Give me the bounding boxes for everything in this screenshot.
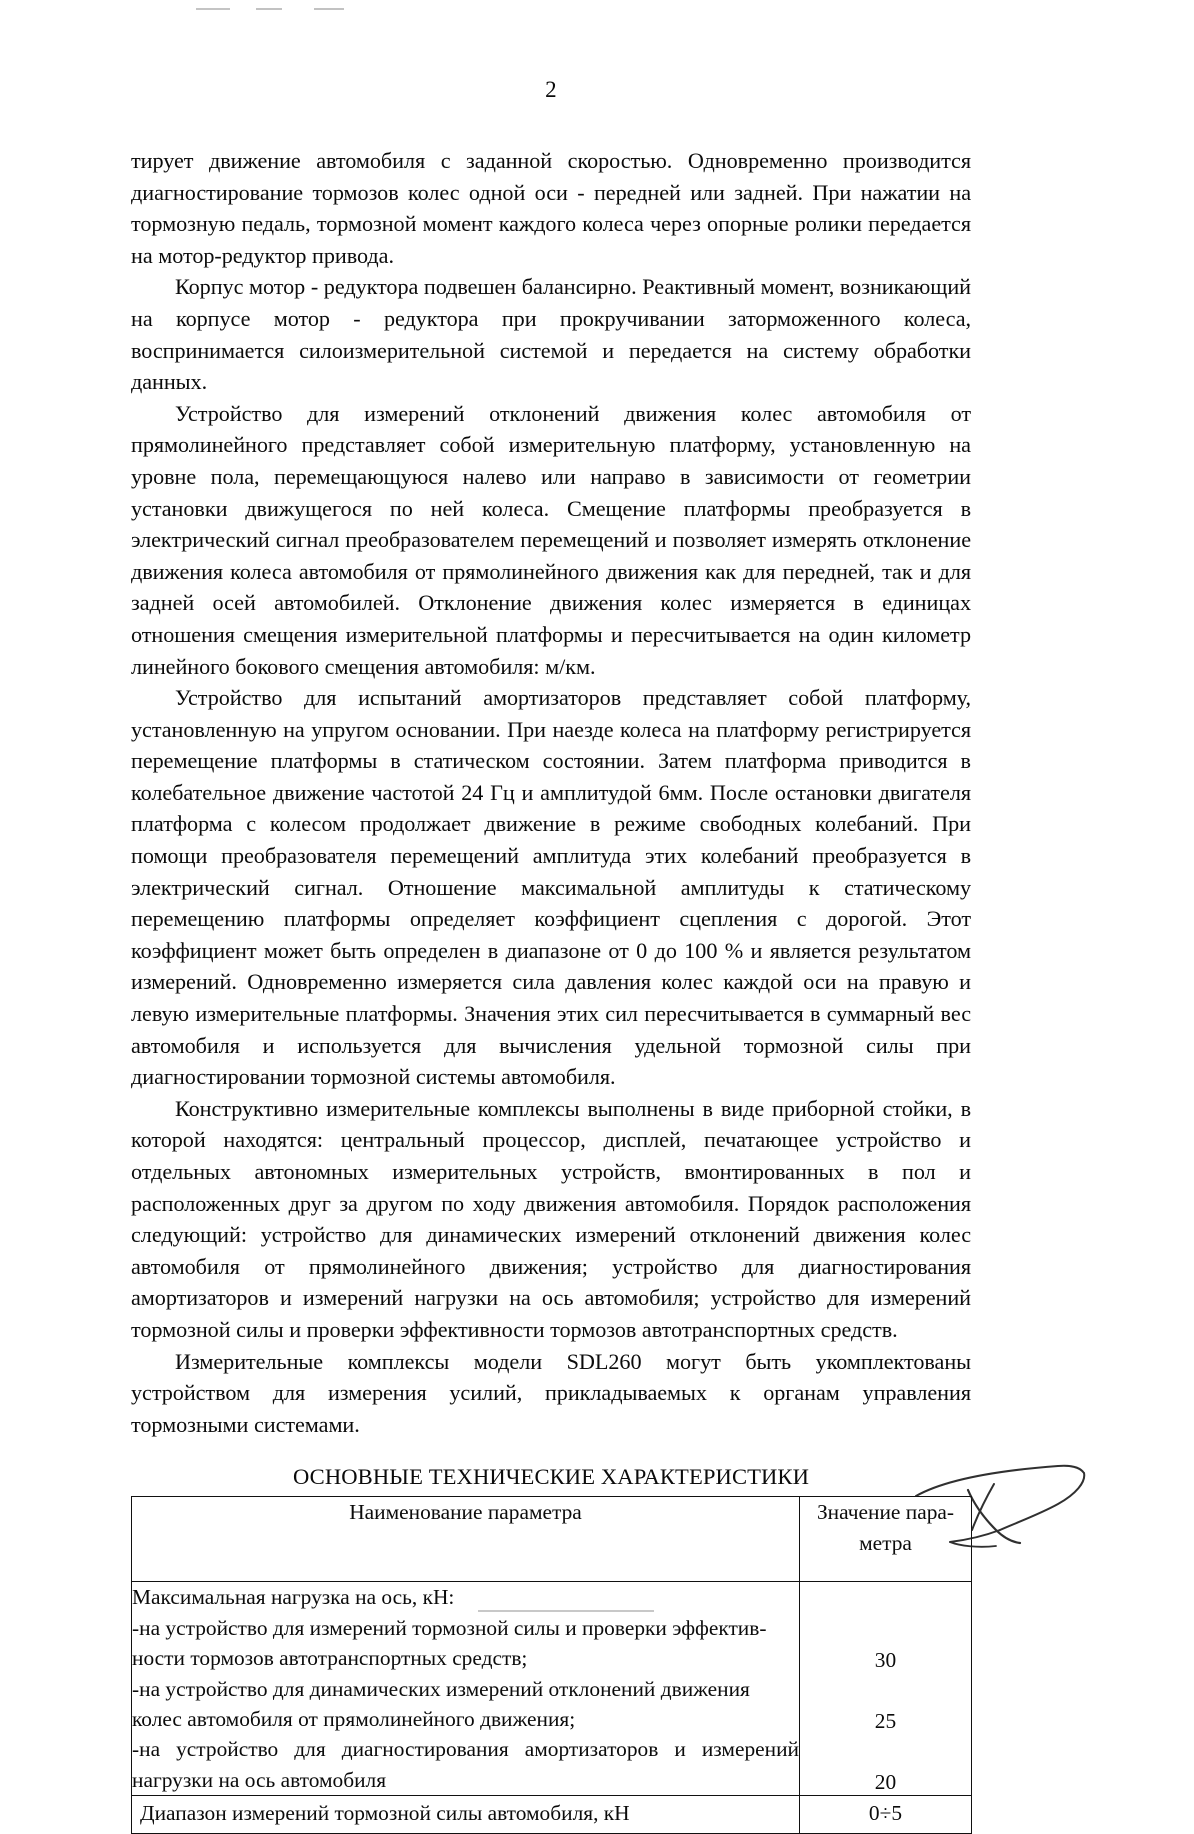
param-value: 20: [874, 1770, 897, 1795]
table-header-value-line2: метра: [859, 1530, 912, 1555]
param-value: 25: [874, 1709, 897, 1734]
handwritten-signature: [908, 1460, 1098, 1560]
scan-artifact-bottom: [478, 1610, 654, 1612]
param-line: колес автомобиля от прямолинейного движения;: [132, 1706, 576, 1731]
param-value: 30: [874, 1648, 897, 1673]
technical-specs-table: [131, 1496, 972, 1833]
param-line: Максимальная нагрузка на ось, кН:: [132, 1585, 455, 1610]
table-header-row: [132, 1497, 972, 1582]
paragraph-2: Корпус мотор - редуктора подвешен балансирно. Реактивный момент, возникающий на корпусе мотор - редуктора при прокручивании заторможенного колеса, воспринимается силоизмерительной системой и передается на систему обработки данных.: [131, 274, 971, 395]
table-row: [132, 1796, 972, 1833]
section-title: ОСНОВНЫЕ ТЕХНИЧЕСКИЕ ХАРАКТЕРИСТИКИ: [292, 1464, 810, 1490]
document-body: [131, 145, 971, 1440]
param-line: нагрузки на ось автомобиля: [132, 1767, 387, 1792]
param-line: ности тормозов автотранспортных средств;: [132, 1646, 528, 1671]
paragraph-6: Измерительные комплексы модели SDL260 могут быть укомплектованы устройством для измерения усилий, прикладываемых к органам управления тормозными системами.: [131, 1348, 971, 1437]
param-line: -на устройство для динамических измерений отклонений движения: [132, 1676, 750, 1701]
table-cell-parameter-name: [132, 1582, 800, 1796]
table-header-parameter-name: Наименование параметра: [132, 1497, 800, 1582]
document-page: [131, 0, 971, 1834]
param-line: -на устройство для диагностирования амортизаторов и измерений: [132, 1737, 799, 1762]
paragraph-3: Устройство для измерений отклонений движения колес автомобиля от прямолинейного представляет собой измерительную платформу, установленную на уровне пола, перемещающуюся налево или направо в зависимости от геометрии установки движущегося по ней колеса. Смещение платформы преобразуется в электрический сигнал преобразователем перемещений и позволяет измерять отклонение движения колеса автомобиля от прямолинейного движения как для передней, так и для задней осей автомобилей. Отклонение движения колес измеряется в единицах отношения смещения измерительной платформы и пересчитывается на один километр линейного бокового смещения автомобиля: м/км.: [131, 400, 971, 679]
table-cell-parameter-value: [800, 1582, 972, 1796]
paragraph-4: Устройство для испытаний амортизаторов представляет собой платформу, установленную на упругом основании. При наезде колеса на платформу регистрируется перемещение платформы в статическом состоянии. Затем платформа приводится в колебательное движение частотой 24 Гц и амплитудой 6мм. После остановки двигателя платформа с колесом продолжает движение в режиме свободных колебаний. При помощи преобразователя перемещений амплитуда этих колебаний преобразуется в электрический сигнал. Отношение максимальной амплитуды к статическому перемещению платформы определяет коэффициент сцепления с дорогой. Этот коэффициент может быть определен в диапазоне от 0 до 100 % и является результатом измерений. Одновременно измеряется сила давления колес каждой оси на правую и левую измерительные платформы. Значения этих сил пересчитывается в суммарный вес автомобиля и используется для вычисления удельной тормозной силы при диагностировании тормозной системы автомобиля.: [131, 685, 971, 1090]
page-number: 2: [545, 77, 557, 102]
table-cell-parameter-value: 0÷5: [800, 1796, 972, 1833]
param-line: -на устройство для измерений тормозной силы и проверки эффектив-: [132, 1615, 767, 1640]
table-header-value-line1: Значение пара-: [816, 1500, 955, 1525]
paragraph-5: Конструктивно измерительные комплексы выполнены в виде приборной стойки, в которой находятся: центральный процессор, дисплей, печатающее устройство и отдельных автономных измерительных устройств, вмонтированных в пол и расположенных друг за другом по ходу движения автомобиля. Порядок расположения следующий: устройство для динамических измерений отклонений движения колес автомобиля от прямолинейного движения; устройство для диагностирования амортизаторов и измерений нагрузки на ось автомобиля; устройство для измерений тормозной силы и проверки эффективности тормозов автотранспортных средств.: [131, 1095, 971, 1342]
table-cell-parameter-name: Диапазон измерений тормозной силы автомобиля, кН: [132, 1796, 800, 1833]
paragraph-1: тирует движение автомобиля с заданной скоростью. Одновременно производится диагностирование тормозов колес одной оси - передней или задней. При нажатии на тормозную педаль, тормозной момент каждого колеса через опорные ролики передается на мотор-редуктор привода.: [131, 148, 971, 268]
table-row: [132, 1582, 972, 1796]
